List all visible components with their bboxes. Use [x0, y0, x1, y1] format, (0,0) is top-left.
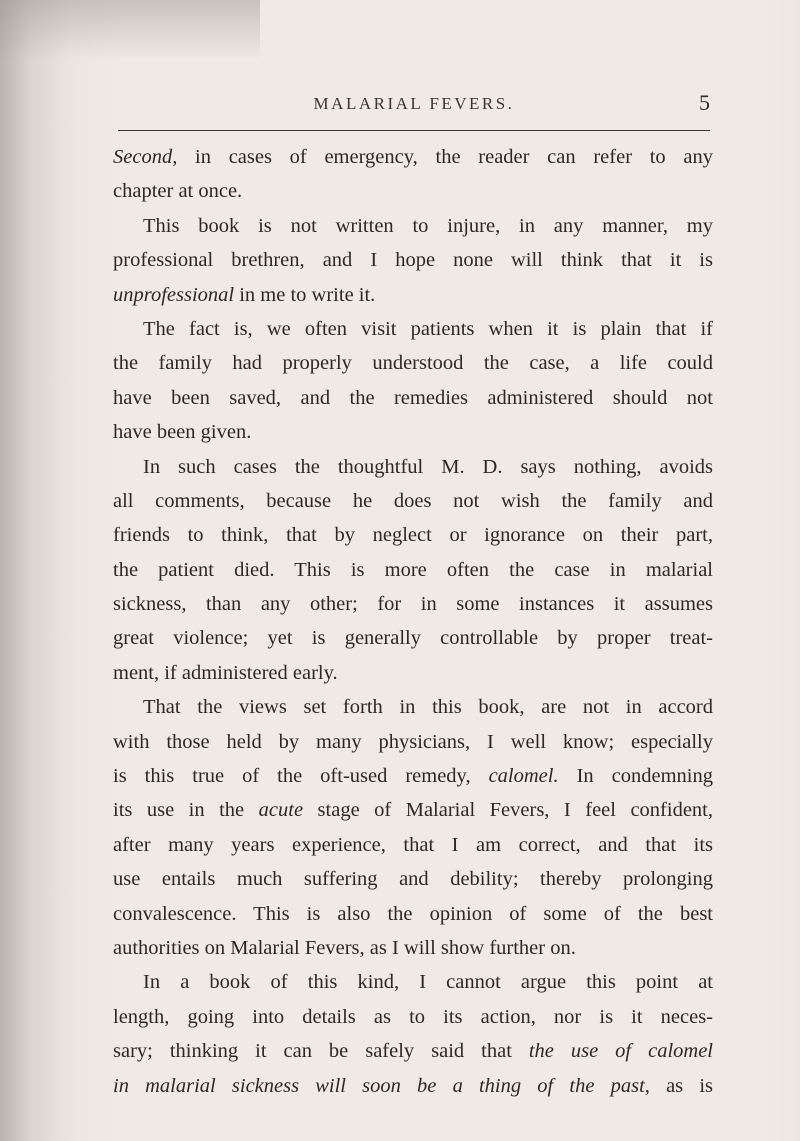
- text-line: [113, 862, 713, 896]
- text-line: [113, 828, 713, 862]
- text-segment: convalescence. This is also the opinion of some of the best: [113, 902, 713, 925]
- text-segment: have been saved, and the remedies administered should not: [113, 386, 713, 409]
- text-segment: , in cases of emergency, the reader can refer to any: [172, 146, 713, 168]
- text-segment: authorities on Malarial Fevers, as I will show further on.: [113, 936, 576, 959]
- text-line: [113, 656, 713, 690]
- text-segment: In condemning: [558, 765, 713, 788]
- text-segment: have been given.: [113, 421, 252, 444]
- text-segment: great violence; yet is generally controllable by proper treat-: [113, 627, 713, 650]
- text-line: [113, 209, 713, 243]
- text-line: [113, 1000, 713, 1034]
- text-line: [113, 793, 713, 827]
- text-line: [113, 278, 713, 312]
- text-line: [113, 931, 713, 965]
- text-segment: use entails much suffering and debility; thereby prolonging: [113, 868, 713, 891]
- text-segment: friends to think, that by neglect or ignorance on their part,: [113, 524, 713, 547]
- text-segment: sary; thinking it can be safely said that: [113, 1040, 529, 1063]
- italic-text: calomel.: [488, 765, 559, 788]
- page-number: 5: [699, 90, 710, 115]
- text-line: [113, 346, 713, 380]
- text-segment: its use in the: [113, 799, 259, 822]
- text-segment: That the views set forth in this book, are not in accord: [143, 696, 713, 719]
- header-rule: [118, 130, 710, 131]
- italic-text: acute: [258, 799, 304, 822]
- text-segment: In such cases the thoughtful M. D. says nothing, avoids: [143, 455, 713, 478]
- text-segment: chapter at once.: [113, 180, 243, 203]
- text-line: [113, 484, 713, 518]
- text-line: [113, 381, 713, 415]
- text-line: [113, 621, 713, 655]
- text-line: [113, 759, 713, 793]
- text-line: [113, 725, 713, 759]
- text-segment: is this true of the oft-used remedy,: [113, 765, 489, 788]
- text-segment: in me to write it.: [234, 283, 376, 306]
- text-line: [113, 174, 713, 208]
- text-segment: after many years experience, that I am correct, and that its: [113, 833, 713, 856]
- italic-text: the use of calomel: [528, 1040, 713, 1063]
- text-segment: stage of Malarial Fevers, I feel confident,: [303, 799, 713, 822]
- text-segment: the patient died. This is more often the case in malarial: [113, 558, 713, 581]
- text-line: [113, 897, 713, 931]
- text-segment: This book is not written to injure, in any manner, my: [143, 214, 713, 237]
- text-segment: In a book of this kind, I cannot argue this point at: [143, 971, 713, 994]
- text-line: [113, 1069, 713, 1103]
- text-segment: all comments, because he does not wish the family and: [113, 489, 713, 512]
- italic-text: in malarial sickness will soon be a thing of the past: [113, 1074, 645, 1097]
- text-segment: the family had properly understood the case, a life could: [113, 352, 713, 375]
- text-segment: sickness, than any other; for in some instances it assumes: [113, 593, 713, 616]
- text-line: [113, 518, 713, 552]
- text-line: [113, 243, 713, 277]
- text-line: [113, 1034, 713, 1068]
- body-text: [113, 140, 713, 1103]
- italic-text: unprofessional: [113, 283, 235, 306]
- running-title: MALARIAL FEVERS.: [313, 94, 515, 113]
- text-segment: The fact is, we often visit patients when it is plain that if: [143, 317, 713, 340]
- page-header: [118, 88, 710, 128]
- text-line: [113, 450, 713, 484]
- text-line: [113, 690, 713, 724]
- text-segment: , as is: [644, 1074, 714, 1097]
- italic-text: Second: [113, 146, 173, 168]
- text-line: [113, 312, 713, 346]
- text-line: [113, 140, 713, 174]
- text-line: [113, 415, 713, 449]
- text-line: [113, 553, 713, 587]
- text-segment: length, going into details as to its action, nor is it neces-: [113, 1005, 713, 1028]
- text-segment: ment, if administered early.: [113, 661, 338, 684]
- text-segment: professional brethren, and I hope none will think that it is: [113, 249, 713, 272]
- text-segment: with those held by many physicians, I well know; especially: [113, 730, 713, 753]
- page-shadow: [0, 0, 260, 60]
- text-line: [113, 965, 713, 999]
- text-line: [113, 587, 713, 621]
